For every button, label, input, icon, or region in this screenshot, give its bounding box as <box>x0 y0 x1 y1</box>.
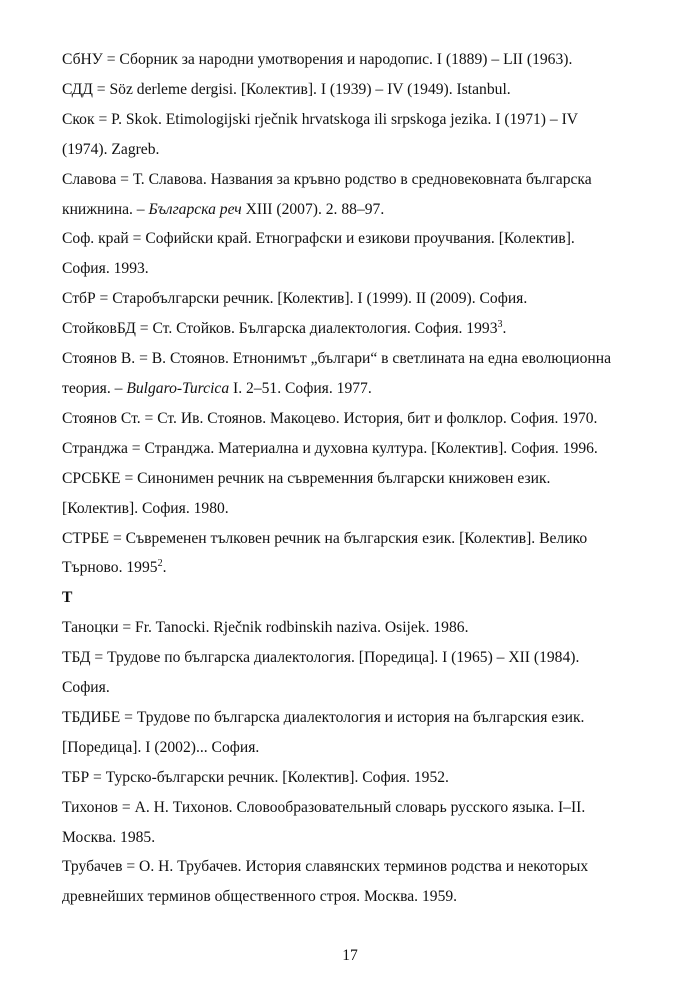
entry-text: древнейших терминов общественного строя. Москва. 1959. <box>62 888 458 906</box>
entry-line <box>62 524 652 554</box>
entry-line <box>62 434 652 464</box>
entry-line <box>62 553 652 583</box>
bibliography-entry <box>62 165 652 225</box>
entry-line <box>62 703 652 733</box>
entry-text: Тихонов = А. Н. Тихонов. Словообразовательный словарь русского языка. I–II. <box>62 798 586 816</box>
entry-line <box>62 105 652 135</box>
entry-text: ТБДИБЕ = Трудове по българска диалектология и история на българския език. <box>62 708 585 726</box>
entry-text: Странджа = Странджа. Материална и духовна култура. [Колектив]. София. 1996. <box>62 439 598 457</box>
entry-text: теория. – <box>62 379 127 397</box>
entry-line <box>62 165 652 195</box>
entry-text: [Поредица]. I (2002)... София. <box>62 738 260 756</box>
entry-text: (1974). Zagreb. <box>62 140 160 158</box>
entry-line <box>62 673 652 703</box>
bibliography-entry <box>62 613 652 643</box>
bibliography-entry <box>62 224 652 284</box>
source-title: Българска реч <box>148 200 242 218</box>
entry-line <box>62 284 652 314</box>
bibliography-entry <box>62 703 652 763</box>
entry-text: СтойковБД = Ст. Стойков. Българска диалектология. София. 1993 <box>62 320 498 338</box>
entry-text-tail: . <box>502 320 507 338</box>
bibliography-entry <box>62 344 652 404</box>
entry-text: Москва. 1985. <box>62 828 156 846</box>
edition-superscript: 3 <box>497 318 503 330</box>
entry-line <box>62 643 652 673</box>
section-heading: Т <box>62 589 73 607</box>
entry-line <box>62 135 652 165</box>
entry-line <box>62 464 652 494</box>
entry-line <box>62 224 652 254</box>
entry-line <box>62 793 652 823</box>
entry-text: [Колектив]. София. 1980. <box>62 499 229 517</box>
source-title: Bulgaro-Turcica <box>126 379 230 397</box>
entry-line <box>62 195 652 225</box>
entry-text: Трубачев = О. Н. Трубачев. История славянских терминов родства и некоторых <box>62 858 589 876</box>
entry-text: Стоянов В. = В. Стоянов. Етнонимът „българи“ в светлината на една еволюционна <box>62 350 612 368</box>
bibliography-entry <box>62 763 652 793</box>
bibliography-entry <box>62 643 652 703</box>
entry-line <box>62 374 652 404</box>
bibliography-entry <box>62 404 652 434</box>
entry-line <box>62 613 652 643</box>
bibliography-entry <box>62 852 652 912</box>
bibliography-entry <box>62 75 652 105</box>
entry-text: ТБД = Трудове по българска диалектология. [Поредица]. I (1965) – XII (1984). <box>62 649 580 667</box>
entry-text: Търново. 1995 <box>62 559 158 577</box>
entry-line <box>62 314 652 344</box>
entry-line <box>62 823 652 853</box>
entry-text: ТБР = Турско-български речник. [Колектив]. София. 1952. <box>62 768 449 786</box>
bibliography-entry <box>62 105 652 165</box>
entry-line <box>62 344 652 374</box>
entry-text: София. 1993. <box>62 260 149 278</box>
bibliography-entry <box>62 284 652 314</box>
entry-text-tail: . <box>162 559 167 577</box>
entry-text-tail: I. 2–51. София. 1977. <box>229 379 372 397</box>
entry-line <box>62 45 652 75</box>
entry-line <box>62 254 652 284</box>
entry-text: СТРБЕ = Съвременен тълковен речник на българския език. [Колектив]. Велико <box>62 529 588 547</box>
bibliography-entry <box>62 314 652 344</box>
entry-text: СбНУ = Сборник за народни умотворения и народопис. I (1889) – LII (1963). <box>62 51 573 68</box>
bibliography-entry <box>62 464 652 524</box>
entry-text: Таноцки = Fr. Tanocki. Rječnik rodbinskih naziva. Osijek. 1986. <box>62 619 469 637</box>
bibliography-list <box>62 45 652 912</box>
bibliography-entry <box>62 434 652 464</box>
entry-text: София. <box>62 679 110 697</box>
entry-text: Скок = P. Skok. Etimologijski rječnik hrvatskoga ili srpskoga jezika. I (1971) – IV <box>62 110 579 128</box>
entry-text: СРСБКЕ = Синонимен речник на съвременния български книжовен език. <box>62 469 551 487</box>
entry-text: Славова = Т. Славова. Названия за кръвно родство в средновековната българска <box>62 170 592 188</box>
entry-text: Соф. край = Софийски край. Етнографски и езикови проучвания. [Колектив]. <box>62 230 575 248</box>
bibliography-entry <box>62 793 652 853</box>
entry-text: СДД = Söz derleme dergisi. [Колектив]. I (1939) – IV (1949). Istanbul. <box>62 80 511 98</box>
page-number: 17 <box>342 947 358 964</box>
entry-line <box>62 852 652 882</box>
entry-text: книжнина. – <box>62 200 149 218</box>
entry-text: СтбР = Старобългарски речник. [Колектив]. I (1999). II (2009). София. <box>62 290 528 308</box>
entry-line <box>62 75 652 105</box>
bibliography-entry <box>62 524 652 584</box>
bibliography-entry <box>62 45 652 75</box>
entry-line <box>62 404 652 434</box>
entry-line <box>62 763 652 793</box>
entry-text: Стоянов Ст. = Ст. Ив. Стоянов. Макоцево. История, бит и фолклор. София. 1970. <box>62 409 598 427</box>
entry-line <box>62 733 652 763</box>
entry-line <box>62 882 652 912</box>
entry-line <box>62 494 652 524</box>
edition-superscript: 2 <box>157 558 163 570</box>
entry-text-tail: XIII (2007). 2. 88–97. <box>241 200 385 218</box>
